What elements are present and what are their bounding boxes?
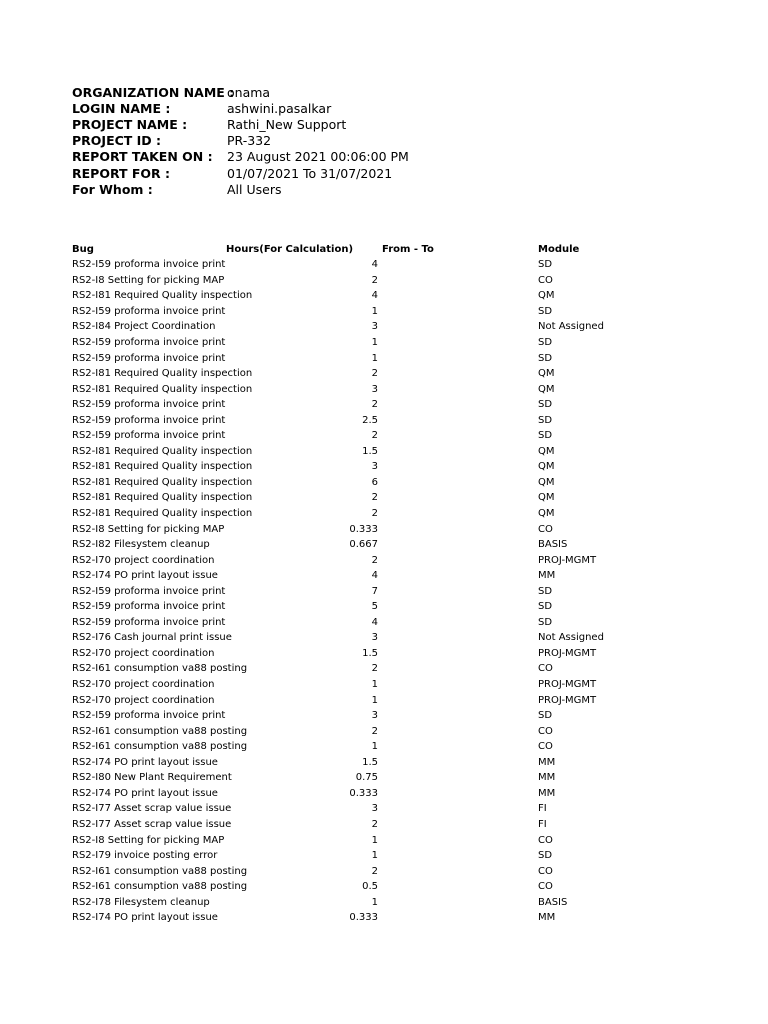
- bug-cell: RS2-I70 project coordination: [72, 554, 215, 566]
- table-row: [72, 739, 658, 755]
- hours-cell: 3: [371, 632, 378, 644]
- header-module: Module: [538, 243, 580, 255]
- table-row: [72, 552, 658, 568]
- module-cell: CO: [538, 523, 553, 535]
- module-cell: Not Assigned: [538, 321, 604, 333]
- meta-value: Rathi_New Support: [227, 116, 347, 132]
- hours-cell: 1: [371, 305, 378, 317]
- table-row: [72, 568, 658, 584]
- hours-cell: 0.667: [349, 539, 378, 551]
- table-header: [72, 241, 658, 257]
- table-row: [72, 677, 658, 693]
- table-row: [72, 708, 658, 724]
- hours-cell: 0.75: [355, 772, 378, 784]
- hours-cell: 7: [371, 585, 378, 597]
- hours-cell: 1: [371, 337, 378, 348]
- bug-cell: RS2-I59 proforma invoice print: [72, 414, 226, 426]
- module-cell: CO: [538, 274, 553, 286]
- meta-row: [72, 165, 409, 181]
- meta-label: For Whom :: [72, 181, 153, 197]
- table-row: [72, 506, 658, 522]
- bug-cell: RS2-I82 Filesystem cleanup: [72, 539, 210, 551]
- bug-cell: RS2-I61 consumption va88 posting: [72, 663, 248, 675]
- module-cell: QM: [538, 290, 555, 302]
- meta-value: ashwini.pasalkar: [227, 100, 332, 116]
- table-row: [72, 412, 658, 428]
- module-cell: QM: [538, 383, 555, 395]
- table-row: [72, 521, 658, 537]
- hours-cell: 4: [371, 259, 378, 271]
- module-cell: CO: [538, 865, 553, 877]
- hours-cell: 3: [371, 710, 378, 722]
- meta-value: All Users: [227, 181, 282, 197]
- table-row: [72, 894, 658, 910]
- table-row: [72, 459, 658, 475]
- bug-cell: RS2-I61 consumption va88 posting: [72, 725, 248, 737]
- bug-cell: RS2-I77 Asset scrap value issue: [72, 818, 232, 830]
- bug-cell: RS2-I74 PO print layout issue: [72, 756, 218, 768]
- bug-cell: RS2-I61 consumption va88 posting: [72, 741, 248, 753]
- hours-cell: 1: [371, 352, 378, 364]
- bug-cell: RS2-I70 project coordination: [72, 647, 215, 659]
- meta-row: [72, 116, 409, 132]
- hours-cell: 3: [371, 383, 378, 395]
- module-cell: PROJ-MGMT: [538, 554, 597, 566]
- meta-row: [72, 84, 409, 100]
- hours-cell: 0.5: [362, 881, 378, 893]
- bug-cell: RS2-I59 proforma invoice print: [72, 352, 226, 364]
- meta-row: [72, 100, 409, 116]
- hours-cell: 2: [371, 274, 378, 286]
- module-cell: Not Assigned: [538, 632, 604, 644]
- table-row: [72, 381, 658, 397]
- hours-cell: 0.333: [349, 523, 378, 535]
- bug-cell: RS2-I70 project coordination: [72, 679, 215, 691]
- hours-cell: 3: [371, 321, 378, 333]
- bug-cell: RS2-I8 Setting for picking MAP: [72, 834, 225, 846]
- module-cell: SD: [538, 259, 553, 271]
- meta-row: [72, 181, 409, 197]
- module-cell: PROJ-MGMT: [538, 647, 597, 659]
- module-cell: SD: [538, 414, 553, 426]
- hours-cell: 2: [371, 508, 378, 520]
- table-row: [72, 366, 658, 382]
- table-row: [72, 786, 658, 802]
- table-row: [72, 599, 658, 615]
- bug-cell: RS2-I80 New Plant Requirement: [72, 772, 232, 784]
- meta-label: REPORT FOR :: [72, 165, 171, 181]
- hours-cell: 1.5: [362, 756, 378, 768]
- bug-cell: RS2-I74 PO print layout issue: [72, 787, 218, 799]
- hours-cell: 4: [371, 616, 378, 628]
- module-cell: PROJ-MGMT: [538, 679, 597, 691]
- table-row: [72, 537, 658, 553]
- module-cell: CO: [538, 834, 553, 846]
- bug-cell: RS2-I84 Project Coordination: [72, 321, 216, 333]
- module-cell: QM: [538, 445, 555, 457]
- module-cell: QM: [538, 476, 555, 488]
- hours-cell: 2: [371, 492, 378, 504]
- hours-cell: 1: [371, 896, 378, 908]
- table-row: [72, 615, 658, 631]
- table-row: [72, 583, 658, 599]
- table-row: [72, 444, 658, 460]
- module-cell: BASIS: [538, 896, 568, 908]
- table-row: [72, 630, 658, 646]
- module-cell: SD: [538, 710, 553, 722]
- module-cell: QM: [538, 508, 555, 520]
- hours-cell: 1: [371, 694, 378, 706]
- header-hours: Hours(For Calculation): [226, 243, 354, 255]
- bug-cell: RS2-I59 proforma invoice print: [72, 430, 226, 442]
- module-cell: FI: [538, 803, 547, 815]
- module-cell: QM: [538, 461, 555, 473]
- table-row: [72, 723, 658, 739]
- bug-cell: RS2-I8 Setting for picking MAP: [72, 523, 225, 535]
- table-row: [72, 304, 658, 320]
- module-cell: MM: [538, 772, 556, 784]
- bug-cell: RS2-I76 Cash journal print issue: [72, 632, 232, 644]
- table-row: [72, 832, 658, 848]
- bug-cell: RS2-I81 Required Quality inspection: [72, 461, 253, 473]
- header-from-to: From - To: [382, 243, 434, 255]
- hours-cell: 1: [371, 834, 378, 846]
- meta-value: PR-332: [227, 133, 272, 149]
- meta-row: [72, 133, 409, 149]
- bug-cell: RS2-I74 PO print layout issue: [72, 570, 218, 582]
- bug-cell: RS2-I59 proforma invoice print: [72, 259, 226, 271]
- table-row: [72, 863, 658, 879]
- meta-row: [72, 149, 409, 165]
- hours-cell: 4: [371, 570, 378, 582]
- meta-value: 01/07/2021 To 31/07/2021: [227, 165, 393, 181]
- module-cell: SD: [538, 850, 553, 862]
- module-cell: CO: [538, 881, 553, 893]
- table-row: [72, 692, 658, 708]
- bug-cell: RS2-I61 consumption va88 posting: [72, 881, 248, 893]
- module-cell: MM: [538, 912, 556, 924]
- table-row: [72, 661, 658, 677]
- hours-cell: 2: [371, 399, 378, 411]
- module-cell: SD: [538, 430, 553, 442]
- bug-cell: RS2-I59 proforma invoice print: [72, 616, 226, 628]
- hours-cell: 2: [371, 368, 378, 380]
- table-row: [72, 490, 658, 506]
- hours-cell: 1: [371, 850, 378, 862]
- module-cell: PROJ-MGMT: [538, 694, 597, 706]
- table-row: [72, 397, 658, 413]
- module-cell: QM: [538, 492, 555, 504]
- meta-label: ORGANIZATION NAME :: [72, 84, 235, 100]
- table-row: [72, 335, 658, 351]
- meta-label: PROJECT ID :: [72, 133, 162, 149]
- table-row: [72, 848, 658, 864]
- table-body: [72, 257, 658, 926]
- module-cell: MM: [538, 756, 556, 768]
- module-cell: SD: [538, 337, 553, 348]
- bug-cell: RS2-I79 invoice posting error: [72, 850, 218, 862]
- hours-cell: 0.333: [349, 787, 378, 799]
- hours-cell: 1: [371, 741, 378, 753]
- table-row: [72, 288, 658, 304]
- table-row: [72, 257, 658, 273]
- hours-cell: 2: [371, 554, 378, 566]
- bug-cell: RS2-I61 consumption va88 posting: [72, 865, 248, 877]
- bug-cell: RS2-I78 Filesystem cleanup: [72, 896, 210, 908]
- bug-cell: RS2-I59 proforma invoice print: [72, 305, 226, 317]
- hours-cell: 2: [371, 865, 378, 877]
- hours-cell: 1.5: [362, 647, 378, 659]
- module-cell: MM: [538, 570, 556, 582]
- module-cell: CO: [538, 663, 553, 675]
- module-cell: CO: [538, 725, 553, 737]
- hours-cell: 4: [371, 290, 378, 302]
- module-cell: SD: [538, 616, 553, 628]
- bug-cell: RS2-I81 Required Quality inspection: [72, 508, 253, 520]
- table-row: [72, 755, 658, 771]
- table-row: [72, 817, 658, 833]
- bug-cell: RS2-I59 proforma invoice print: [72, 601, 226, 613]
- hours-cell: 2: [371, 725, 378, 737]
- hours-cell: 1: [371, 679, 378, 691]
- module-cell: SD: [538, 352, 553, 364]
- table-row: [72, 350, 658, 366]
- hours-cell: 3: [371, 803, 378, 815]
- table-row: [72, 319, 658, 335]
- hours-cell: 2: [371, 663, 378, 675]
- header-bug: Bug: [72, 243, 94, 255]
- meta-label: PROJECT NAME :: [72, 116, 188, 132]
- module-cell: SD: [538, 601, 553, 613]
- bug-cell: RS2-I74 PO print layout issue: [72, 912, 218, 924]
- timesheet-table: [72, 241, 658, 926]
- hours-cell: 0.333: [349, 912, 378, 924]
- meta-label: LOGIN NAME :: [72, 100, 171, 116]
- meta-value: 23 August 2021 00:06:00 PM: [227, 149, 409, 165]
- bug-cell: RS2-I70 project coordination: [72, 694, 215, 706]
- bug-cell: RS2-I81 Required Quality inspection: [72, 492, 253, 504]
- module-cell: SD: [538, 399, 553, 411]
- hours-cell: 5: [371, 601, 378, 613]
- table-row: [72, 428, 658, 444]
- module-cell: CO: [538, 741, 553, 753]
- module-cell: SD: [538, 585, 553, 597]
- module-cell: FI: [538, 818, 547, 830]
- table-row: [72, 910, 658, 926]
- module-cell: SD: [538, 305, 553, 317]
- table-row: [72, 273, 658, 289]
- table-row: [72, 801, 658, 817]
- hours-cell: 3: [371, 461, 378, 473]
- module-cell: QM: [538, 368, 555, 380]
- module-cell: MM: [538, 787, 556, 799]
- meta-label: REPORT TAKEN ON :: [72, 149, 213, 165]
- bug-cell: RS2-I81 Required Quality inspection: [72, 383, 253, 395]
- hours-cell: 1.5: [362, 445, 378, 457]
- report-meta: [72, 84, 409, 197]
- bug-cell: RS2-I81 Required Quality inspection: [72, 368, 253, 380]
- hours-cell: 2: [371, 818, 378, 830]
- hours-cell: 2.5: [362, 414, 378, 426]
- hours-cell: 6: [371, 476, 378, 488]
- bug-cell: RS2-I59 proforma invoice print: [72, 399, 226, 411]
- module-cell: BASIS: [538, 539, 568, 551]
- bug-cell: RS2-I81 Required Quality inspection: [72, 290, 253, 302]
- meta-value: onama: [227, 84, 271, 100]
- table-row: [72, 879, 658, 895]
- bug-cell: RS2-I59 proforma invoice print: [72, 710, 226, 722]
- table-row: [72, 475, 658, 491]
- hours-cell: 2: [371, 430, 378, 442]
- bug-cell: RS2-I8 Setting for picking MAP: [72, 274, 225, 286]
- bug-cell: RS2-I81 Required Quality inspection: [72, 476, 253, 488]
- table-row: [72, 646, 658, 662]
- bug-cell: RS2-I59 proforma invoice print: [72, 337, 226, 348]
- bug-cell: RS2-I81 Required Quality inspection: [72, 445, 253, 457]
- bug-cell: RS2-I77 Asset scrap value issue: [72, 803, 232, 815]
- bug-cell: RS2-I59 proforma invoice print: [72, 585, 226, 597]
- table-row: [72, 770, 658, 786]
